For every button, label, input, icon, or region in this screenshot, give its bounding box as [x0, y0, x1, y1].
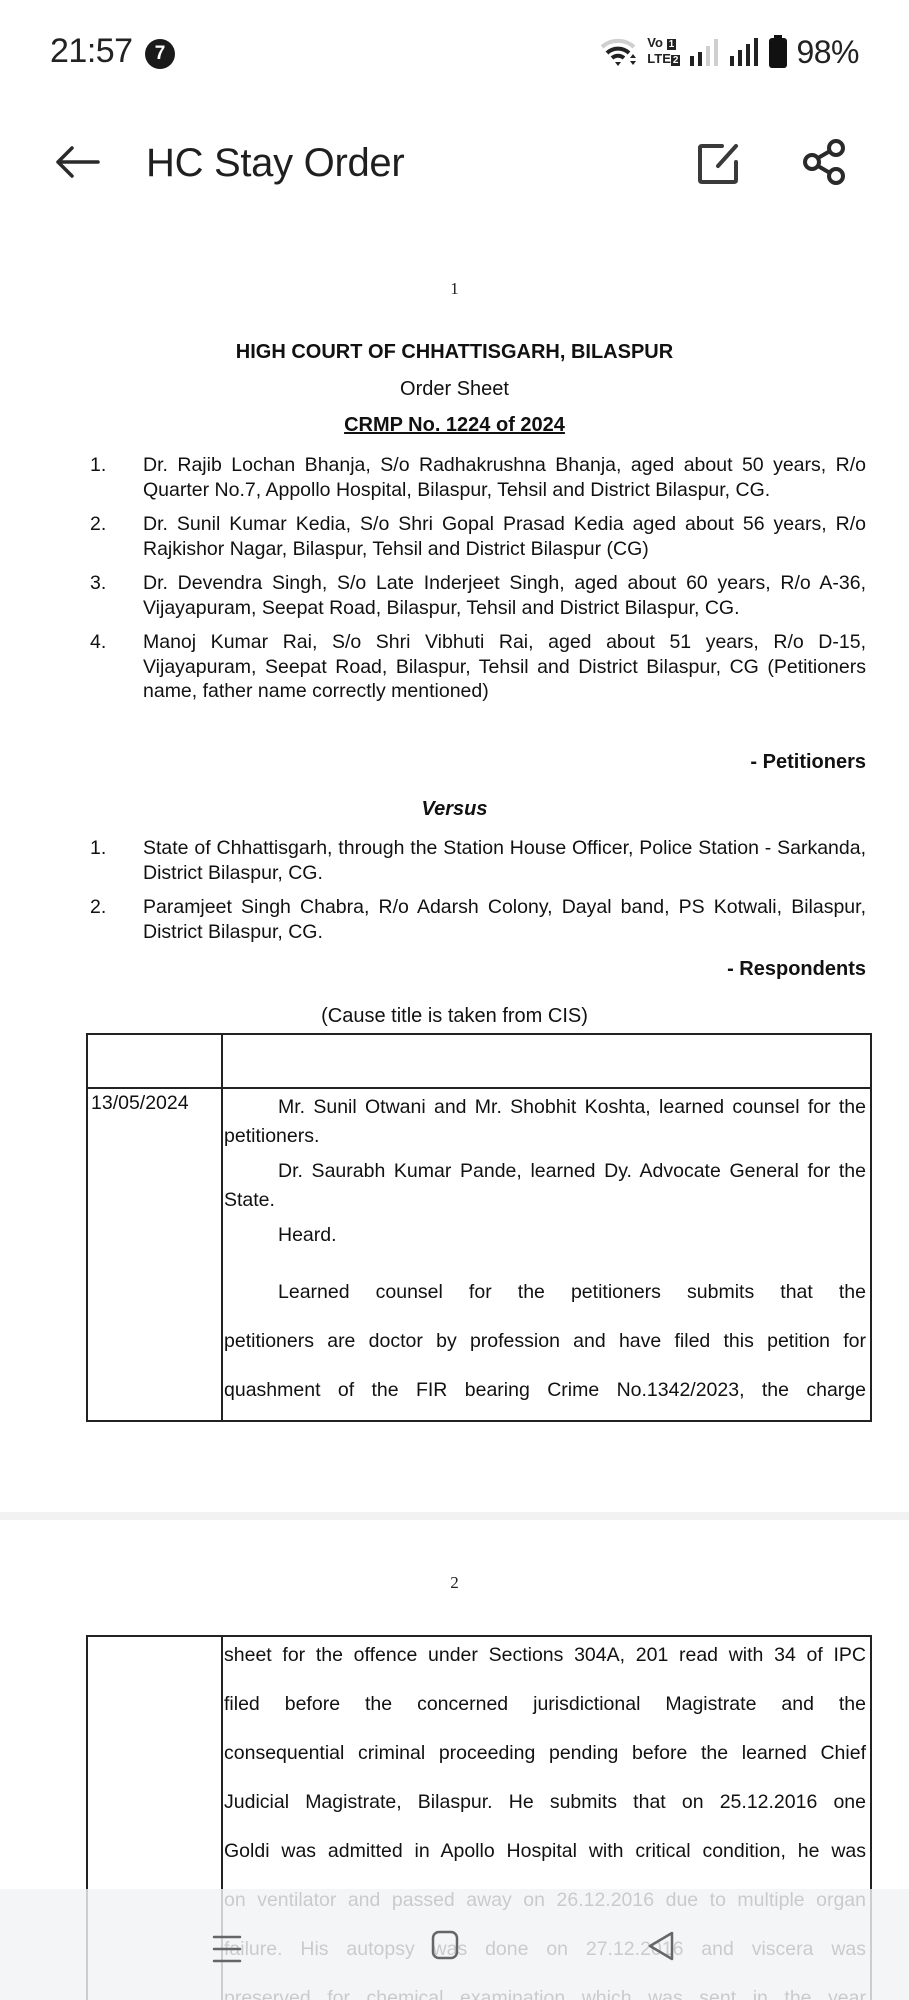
home-button[interactable] — [430, 1929, 460, 1961]
order-paragraph: Dr. Saurabh Kumar Pande, learned Dy. Advocate General for the State. — [224, 1160, 866, 1211]
edit-button[interactable] — [694, 138, 744, 188]
signal-sim2-icon — [726, 36, 760, 68]
table-header-divider — [88, 1087, 870, 1089]
battery-icon — [768, 35, 788, 69]
recents-button[interactable] — [210, 1931, 244, 1967]
order-paragraph-line: consequential criminal proceeding pending before the learned Chief — [224, 1742, 866, 1764]
share-icon — [800, 136, 850, 188]
order-date: 13/05/2024 — [91, 1092, 189, 1114]
respondent-item: 1. State of Chhattisgarh, through the Station House Officer, Police Station - Sarkanda, District Bilaspur, CG. — [90, 837, 866, 884]
arrow-left-icon — [52, 138, 102, 186]
page-number: 2 — [450, 1573, 459, 1592]
notification-count-badge: 7 — [145, 39, 175, 69]
respondent-item: 2. Paramjeet Singh Chabra, R/o Adarsh Colony, Dayal band, PS Kotwali, Bilaspur, District Bilaspur, CG. — [90, 896, 866, 943]
order-paragraph: Learned counsel for the petitioners submits that the — [278, 1281, 866, 1303]
battery-percent: 98% — [796, 33, 859, 70]
document-title: HC Stay Order — [146, 141, 405, 185]
page-separator — [0, 1512, 909, 1520]
court-title: HIGH COURT OF CHHATTISGARH, BILASPUR — [235, 341, 674, 363]
case-number: CRMP No. 1224 of 2024 — [344, 414, 565, 436]
order-paragraph: Heard. — [278, 1224, 337, 1246]
volte-indicator: Vo 1 LTE 2 — [647, 35, 679, 66]
respondents-label: - Respondents — [727, 958, 866, 980]
cause-title-note: (Cause title is taken from CIS) — [321, 1005, 588, 1027]
wifi-icon — [599, 36, 639, 68]
recents-icon — [210, 1931, 244, 1967]
petitioner-item: 2. Dr. Sunil Kumar Kedia, S/o Shri Gopal Prasad Kedia aged about 56 years, R/o Rajkishor Nagar, Bilaspur, Tehsil and District Bilaspur (CG) — [90, 513, 866, 560]
document-page-1 — [0, 220, 909, 1512]
petitioner-item: 4. Manoj Kumar Rai, S/o Shri Vibhuti Rai, aged about 51 years, R/o D-15, Vijayapuram, Seepat Road, Bilaspur, Tehsil and District Bilaspur, CG (Petitioners name, father name correctly mentioned) — [90, 631, 866, 702]
clock: 21:57 — [50, 32, 133, 70]
signal-sim1-icon — [688, 36, 718, 68]
petitioners-list — [90, 453, 866, 714]
page-number: 1 — [450, 279, 459, 298]
petitioner-item: 3. Dr. Devendra Singh, S/o Late Inderjeet Singh, aged about 60 years, R/o A-36, Vijayapuram, Seepat Road, Bilaspur, Tehsil and District Bilaspur, CG. — [90, 572, 866, 619]
home-icon — [430, 1929, 460, 1961]
system-back-button[interactable] — [645, 1929, 677, 1963]
table-column-divider — [221, 1035, 223, 1420]
share-button[interactable] — [800, 136, 850, 188]
order-paragraph-line: sheet for the offence under Sections 304A, 201 read with 34 of IPC — [224, 1644, 866, 1666]
system-navigation-bar — [0, 1889, 909, 2000]
status-icons — [599, 30, 859, 74]
petitioners-label: - Petitioners — [750, 751, 866, 773]
back-button[interactable] — [52, 138, 108, 186]
order-paragraph: Mr. Sunil Otwani and Mr. Shobhit Koshta, learned counsel for the petitioners. — [224, 1096, 866, 1147]
order-paragraph-line: Goldi was admitted in Apollo Hospital with critical condition, he was — [224, 1840, 866, 1862]
order-table — [86, 1033, 872, 1422]
versus-label: Versus — [421, 798, 488, 820]
respondents-list — [90, 836, 866, 954]
edit-icon — [694, 138, 744, 188]
order-paragraph-line: quashment of the FIR bearing Crime No.1342/2023, the charge — [224, 1379, 866, 1401]
order-paragraph-line: petitioners are doctor by profession and have filed this petition for — [224, 1330, 866, 1352]
back-triangle-icon — [645, 1929, 677, 1963]
petitioner-item: 1. Dr. Rajib Lochan Bhanja, S/o Radhakrushna Bhanja, aged about 50 years, R/o Quarter No.7, Appollo Hospital, Bilaspur, Tehsil and District Bilaspur, CG. — [90, 454, 866, 501]
order-paragraph-line: filed before the concerned jurisdictional Magistrate and the — [224, 1693, 866, 1715]
app-bar — [0, 120, 909, 210]
sheet-title: Order Sheet — [400, 378, 509, 400]
status-bar — [0, 0, 909, 100]
order-paragraph-line: Judicial Magistrate, Bilaspur. He submits that on 25.12.2016 one — [224, 1791, 866, 1813]
